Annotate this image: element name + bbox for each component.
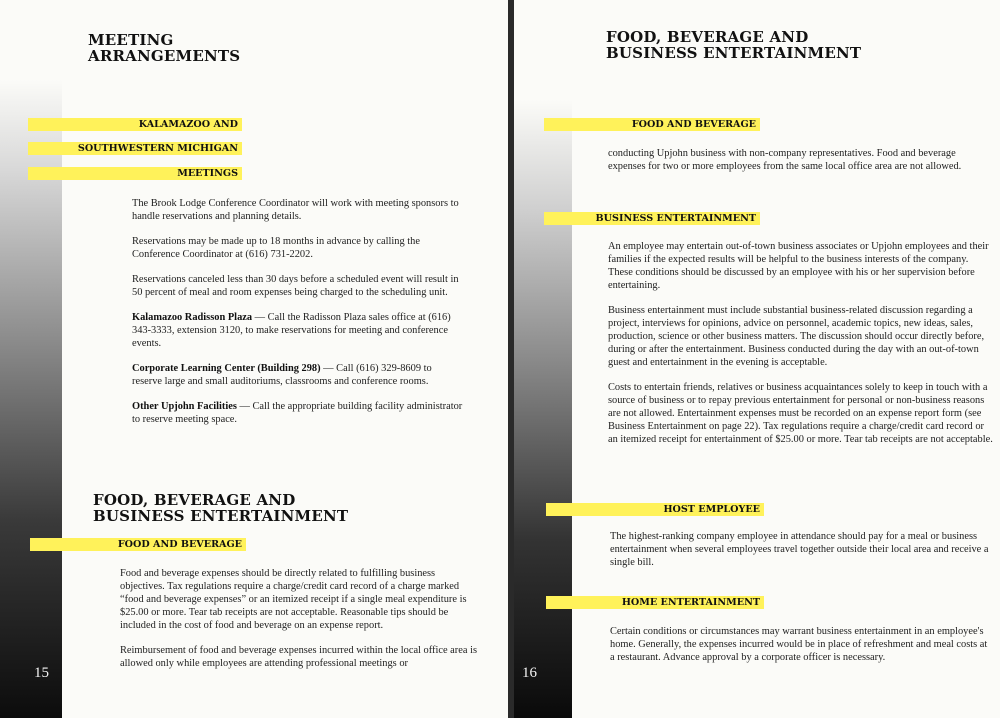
- paragraph: conducting Upjohn business with non-company representatives. Food and beverage expenses for two or more employees from the same local office area are not allowed.: [608, 148, 962, 172]
- highlight-food-beverage: FOOD AND BEVERAGE: [544, 118, 760, 131]
- highlight-kalamazoo: KALAMAZOO AND: [28, 118, 242, 131]
- highlight-meetings: MEETINGS: [28, 167, 242, 180]
- facility-text: — Call the Radisson Plaza sales office at (616) 343-3333, extension 3120, to make reservations for meeting and conference events.: [132, 312, 451, 349]
- heading-line-1: FOOD, BEVERAGE AND: [93, 491, 296, 509]
- facility-text: — Call the appropriate building facility administrator to reserve meeting space.: [132, 401, 463, 425]
- page-number: 15: [34, 665, 49, 681]
- paragraph: Certain conditions or circumstances may warrant business entertainment in an employee's home. Generally, the expenses incurred would be in place of refreshment and meal costs at a restaurant. Advance approval by a corporate officer is necessary.: [610, 626, 988, 663]
- paragraph: The Brook Lodge Conference Coordinator will work with meeting sponsors to handle reservations and planning details.: [132, 198, 459, 222]
- facility-name: Corporate Learning Center (Building 298): [132, 363, 321, 374]
- highlight-food-beverage: FOOD AND BEVERAGE: [30, 538, 246, 551]
- right-page: [514, 0, 1000, 718]
- paragraph: The highest-ranking company employee in attendance should pay for a meal or business entertainment when several employees travel together outside their local area and receive a single bill.: [610, 531, 989, 568]
- food-beverage-heading: [93, 492, 348, 524]
- business-entertainment-body: [608, 240, 994, 458]
- facility-name: Other Upjohn Facilities: [132, 401, 237, 412]
- host-employee-body: [610, 530, 994, 581]
- highlight-home-entertainment: HOME ENTERTAINMENT: [546, 596, 764, 609]
- paragraph: Reservations may be made up to 18 months in advance by calling the Conference Coordinator at (616) 731-2202.: [132, 236, 420, 260]
- paragraph: Costs to entertain friends, relatives or business acquaintances solely to keep in touch with a source of business or to repay previous entertainment for personal or non-business reasons are not allowed. Entertainment expenses must be recorded on an expense report form (see Business Entertainment on page 22). Tax regulations require a charge/credit card record or an itemized receipt for entertainment of $25.00 or more. Tear tab receipts are not acceptable.: [608, 382, 993, 445]
- paragraph: Food and beverage expenses should be directly related to fulfilling business objectives. Tax regulations require a charge/credit card record of a charge marked “food and beverage expenses” or an itemized receipt if a single meal expenditure is $25.00 or more. Tear tab receipts are not acceptable. Reasonable tips should be included in the cost of food and beverage on an expense report.: [120, 568, 467, 631]
- facility-radisson: [132, 311, 464, 350]
- heading-line-2: BUSINESS ENTERTAINMENT: [606, 44, 862, 62]
- highlight-business-entertainment: BUSINESS ENTERTAINMENT: [544, 212, 760, 225]
- facility-name: Kalamazoo Radisson Plaza: [132, 312, 253, 323]
- food-body: [120, 567, 478, 682]
- home-entertainment-body: [610, 625, 994, 676]
- heading-line-1: FOOD, BEVERAGE AND: [606, 28, 809, 46]
- right-gradient-band: [514, 0, 572, 718]
- facility-learning-center: [132, 362, 464, 388]
- paragraph: Reservations canceled less than 30 days before a scheduled event will result in 50 percent of meal and room expenses being charged to the scheduling unit.: [132, 274, 459, 298]
- left-gradient-band: [0, 0, 62, 718]
- paragraph: An employee may entertain out-of-town business associates or Upjohn employees and their families if the expected results will be helpful to the business interests of the company. These conditions should be discussed by an employee with his or her supervision before entertaining.: [608, 241, 989, 291]
- highlight-host-employee: HOST EMPLOYEE: [546, 503, 764, 516]
- facility-other: [132, 400, 464, 426]
- heading-line-2: ARRANGEMENTS: [88, 47, 241, 65]
- highlight-southwestern-michigan: SOUTHWESTERN MICHIGAN: [28, 142, 242, 155]
- page-number: 16: [522, 665, 537, 681]
- heading-line-1: MEETING: [88, 31, 174, 49]
- paragraph: Business entertainment must include substantial business-related discussion regarding a project, interviews for opinions, advice on personnel, academic topics, new ideas, sales, production, science or other business matters. The discussion should occur directly before, during or after the entertainment. Business conducted during the day with an out-of-town guest and entertainment in the evening is acceptable.: [608, 305, 985, 368]
- meeting-arrangements-heading: [88, 32, 240, 64]
- food-beverage-body: [608, 147, 994, 185]
- heading-line-2: BUSINESS ENTERTAINMENT: [93, 507, 349, 525]
- facility-text: — Call (616) 329-8609 to reserve large and small auditoriums, classrooms and conference rooms.: [132, 363, 432, 387]
- meeting-body: [132, 197, 464, 438]
- food-beverage-business-heading: [606, 29, 861, 61]
- paragraph: Reimbursement of food and beverage expenses incurred within the local office area is allowed only while employees are attending professional meetings or: [120, 645, 477, 669]
